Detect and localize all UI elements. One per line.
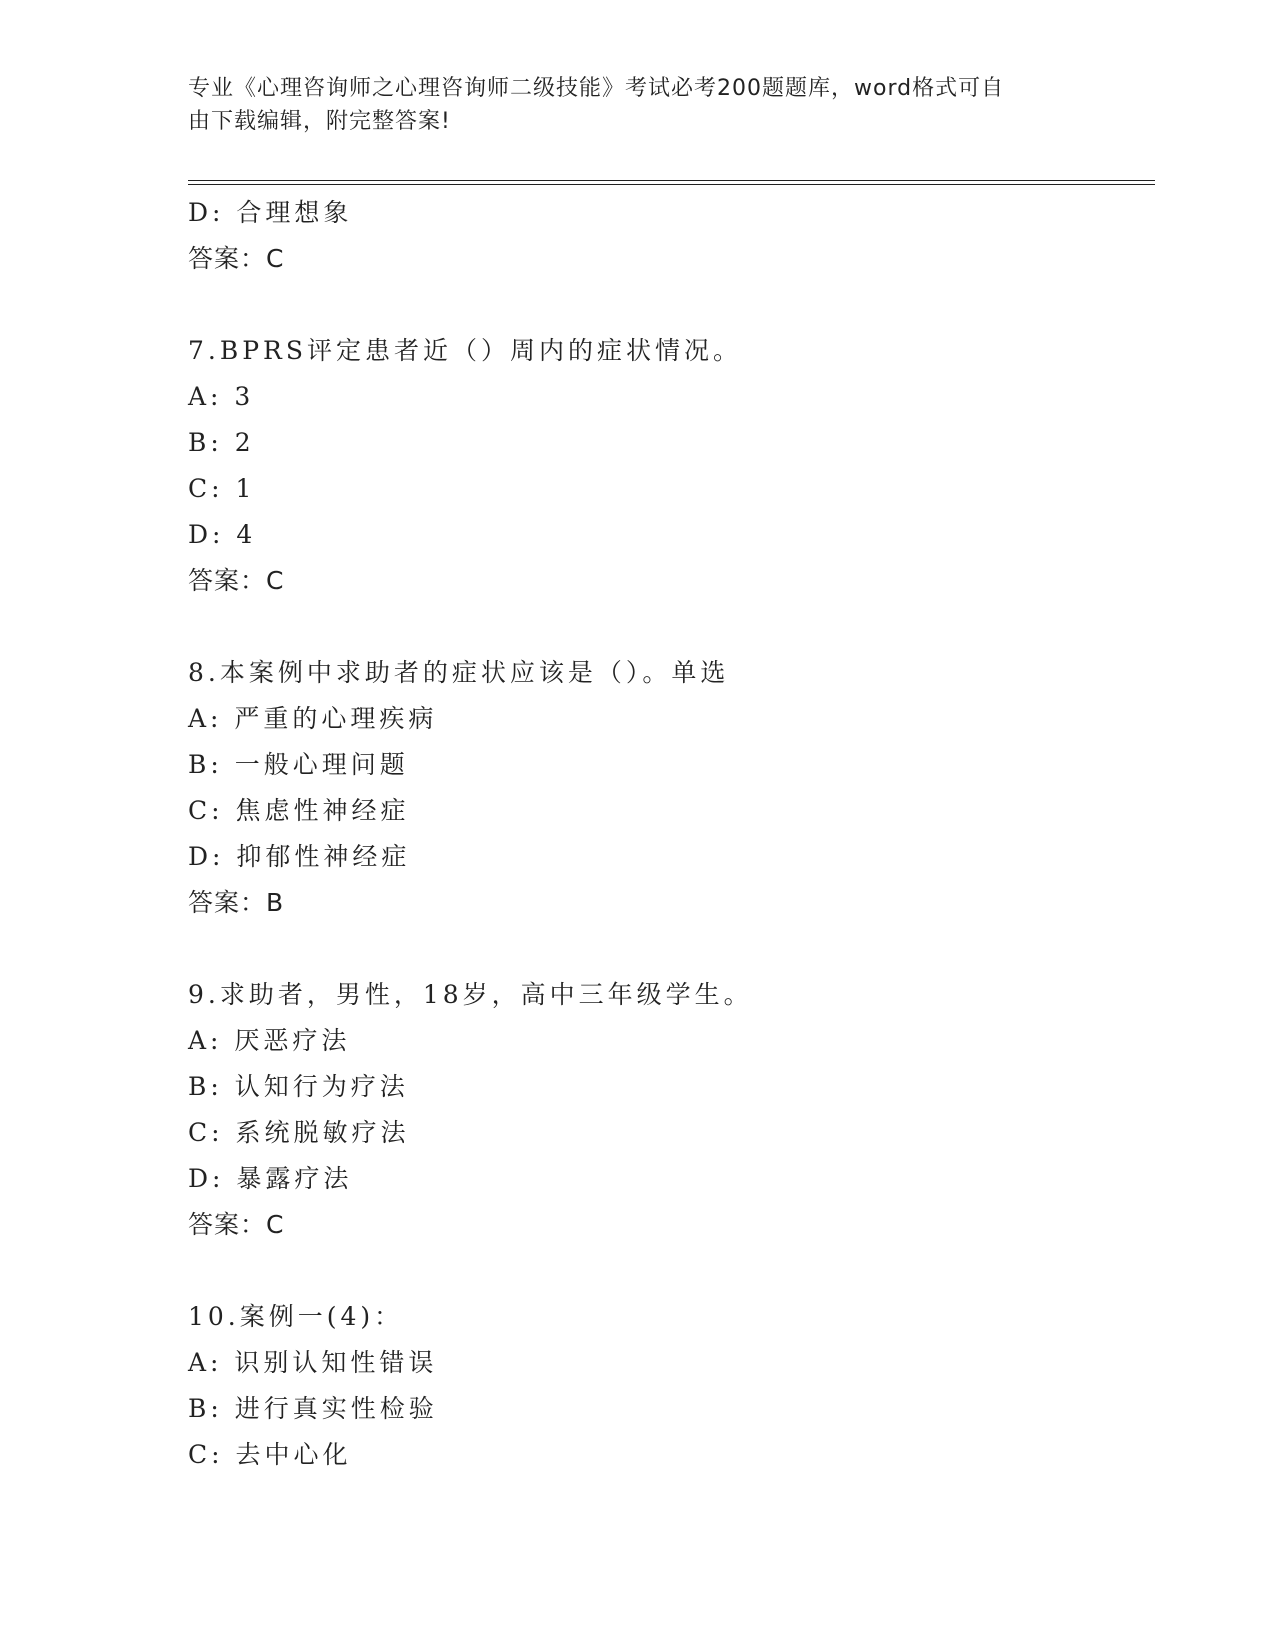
option-line: C: 系统脱敏疗法 bbox=[188, 1118, 410, 1147]
spacer bbox=[188, 926, 1148, 972]
header-divider-bottom bbox=[188, 184, 1155, 185]
option-line: C: 去中心化 bbox=[188, 1440, 352, 1469]
option-line: B: 认知行为疗法 bbox=[188, 1072, 409, 1101]
question-10: 10.案例一(4)： bbox=[188, 1302, 404, 1331]
question-9: 9.求助者，男性，18岁，高中三年级学生。 bbox=[188, 980, 753, 1009]
option-line: A: 3 bbox=[188, 382, 255, 411]
option-line: D: 4 bbox=[188, 520, 257, 549]
answer-line: 答案：B bbox=[188, 888, 285, 917]
option-line: C: 1 bbox=[188, 474, 256, 503]
answer-line: 答案：C bbox=[188, 244, 285, 273]
header-line-2: 由下载编辑，附完整答案! bbox=[188, 109, 451, 134]
option-line: D: 抑郁性神经症 bbox=[188, 842, 411, 871]
option-line: A: 厌恶疗法 bbox=[188, 1026, 351, 1055]
option-line: C: 焦虑性神经症 bbox=[188, 796, 410, 825]
option-line: B: 2 bbox=[188, 428, 255, 457]
option-line: B: 一般心理问题 bbox=[188, 750, 409, 779]
spacer bbox=[188, 604, 1148, 650]
option-line: A: 识别认知性错误 bbox=[188, 1348, 438, 1377]
question-7: 7.BPRS评定患者近（）周内的症状情况。 bbox=[188, 336, 742, 365]
header-divider-top bbox=[188, 180, 1155, 181]
option-line: D: 暴露疗法 bbox=[188, 1164, 353, 1193]
spacer bbox=[188, 1248, 1148, 1294]
header-line-1: 专业《心理咨询师之心理咨询师二级技能》考试必考200题题库，word格式可自 bbox=[188, 76, 1005, 101]
answer-line: 答案：C bbox=[188, 1210, 285, 1239]
document-header bbox=[188, 72, 1068, 138]
option-line: A: 严重的心理疾病 bbox=[188, 704, 438, 733]
option-line: B: 进行真实性检验 bbox=[188, 1394, 438, 1423]
option-line: D: 合理想象 bbox=[188, 198, 353, 227]
question-8: 8.本案例中求助者的症状应该是（）。单选 bbox=[188, 658, 730, 687]
question-list bbox=[188, 190, 1148, 1478]
answer-line: 答案：C bbox=[188, 566, 285, 595]
spacer bbox=[188, 282, 1148, 328]
